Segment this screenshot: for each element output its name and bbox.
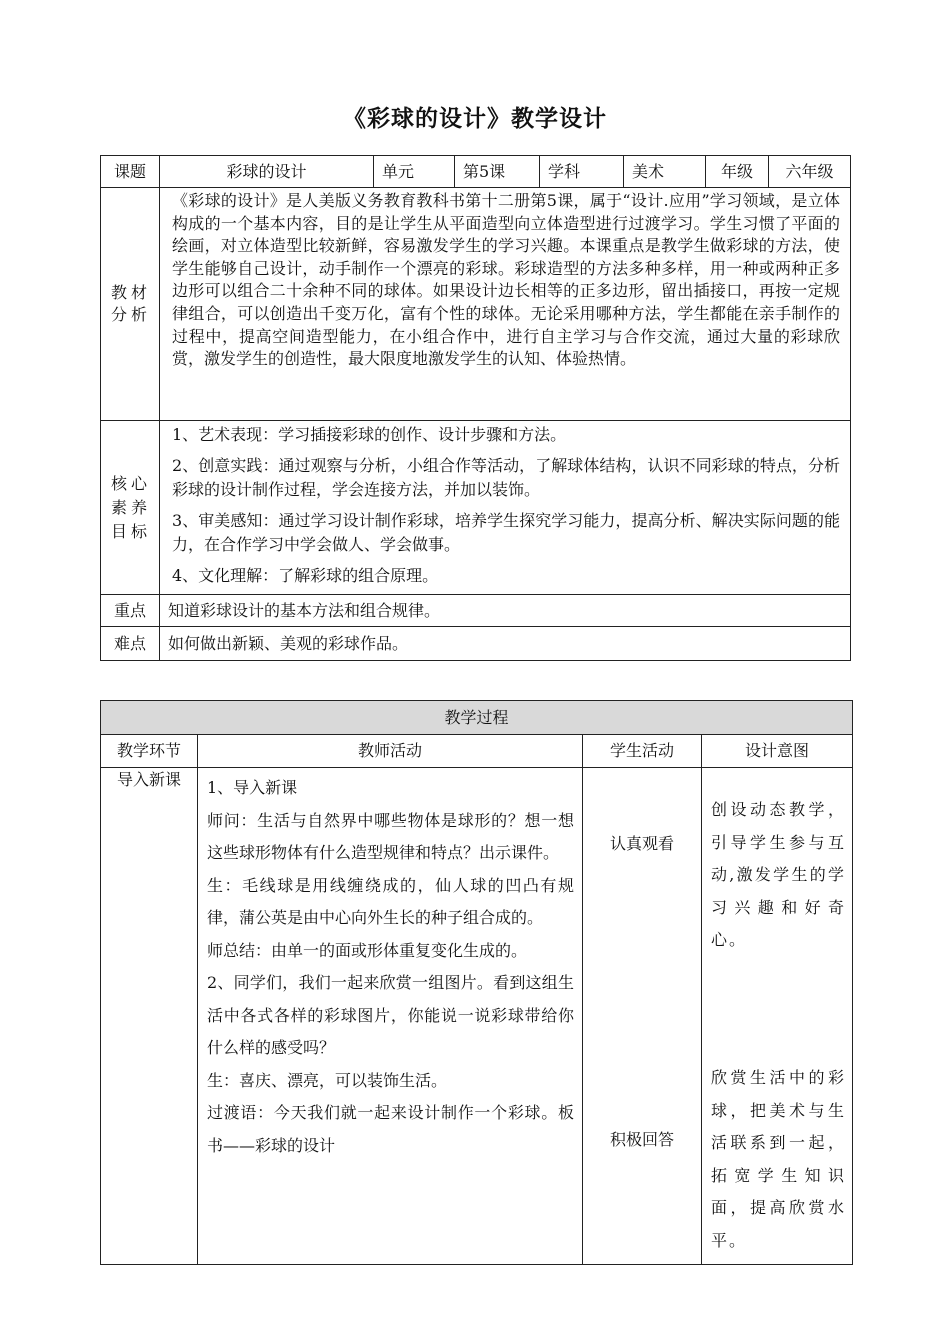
teacher-line: 师总结：由单一的面或形体重复变化生成的。 <box>207 940 528 960</box>
process-title: 教学过程 <box>101 701 853 735</box>
design-intent-1: 创设动态教学，引导学生参与互动,激发学生的学习兴趣和好奇心。 <box>711 800 847 949</box>
teacher-activity <box>198 768 583 1265</box>
difficulty-row <box>101 627 851 661</box>
page-title: 《彩球的设计》教学设计 <box>343 105 607 132</box>
analysis-text: 《彩球的设计》是人美版义务教育教科书第十二册第5课，属于“设计.应用”学习领域，是立体构成的一个基本内容，目的是让学生从平面造型向立体造型进行过渡学习。学生习惯了平面的绘画，对立体造型比较新鲜，容易激发学生的学习兴趣。本课重点是教学生做彩球的方法，使学生能够自己设计，动手制作一个漂亮的彩球。彩球造型的方法多种多样，用一种或两种正多边形可以组合二十余种不同的球体。如果设计边长相等的正多边形，留出插接口，再按一定规律组合，可以创造出千变万化，富有个性的球体。无论采用哪种方法，学生都能在亲手制作的过程中，提高空间造型能力，在小组合作中，进行自主学习与合作交流，通过大量的彩球欣赏，激发学生的创造性，最大限度地激发学生的认知、体验热情。 <box>160 188 851 421</box>
process-header-row <box>101 735 853 768</box>
teacher-line: 师问：生活与自然界中哪些物体是球形的？想一想这些球形物体有什么造型规律和特点？出示课件。 <box>207 810 574 862</box>
student-activity-2: 积极回答 <box>609 1130 674 1149</box>
column-header: 教学环节 <box>101 735 198 768</box>
course-info-table <box>100 155 851 661</box>
core-label: 核心素养目标 <box>101 421 160 595</box>
stage-cell: 导入新课 <box>101 768 198 1265</box>
process-title-row <box>101 701 853 735</box>
student-activity-1: 认真观看 <box>609 834 674 853</box>
teacher-line: 2、同学们，我们一起来欣赏一组图片。看到这组生活中各式各样的彩球图片，你能说一说彩球带给你什么样的感受吗？ <box>207 973 574 1057</box>
teacher-line: 生：喜庆、漂亮，可以装饰生活。 <box>207 1070 448 1090</box>
key-point-row <box>101 595 851 627</box>
grade-label: 年级 <box>706 156 769 188</box>
difficulty-label: 难点 <box>101 627 160 661</box>
topic-label: 课题 <box>101 156 160 188</box>
info-header-row <box>101 156 851 188</box>
core-goals <box>160 421 851 595</box>
student-activity <box>583 768 702 1265</box>
core-row <box>101 421 851 595</box>
column-header: 教师活动 <box>198 735 583 768</box>
column-header: 学生活动 <box>583 735 702 768</box>
key-text: 知道彩球设计的基本方法和组合规律。 <box>160 595 851 627</box>
analysis-row <box>101 188 851 421</box>
topic-value: 彩球的设计 <box>160 156 374 188</box>
key-label: 重点 <box>101 595 160 627</box>
teaching-process-table <box>100 700 853 1265</box>
design-intent-2: 欣赏生活中的彩球，把美术与生活联系到一起，拓宽学生知识面，提高欣赏水平。 <box>711 1068 847 1250</box>
teacher-line: 1、导入新课 <box>207 778 298 797</box>
teacher-line: 过渡语：今天我们就一起来设计制作一个彩球。板书——彩球的设计 <box>207 1103 574 1155</box>
unit-label: 单元 <box>374 156 455 188</box>
subject-label: 学科 <box>540 156 624 188</box>
core-item: 2、创意实践：通过观察与分析，小组合作等活动，了解球体结构，认识不同彩球的特点，分析彩球的设计制作过程，学会连接方法，并加以装饰。 <box>172 456 840 499</box>
process-row <box>101 768 853 1265</box>
subject-value: 美术 <box>624 156 706 188</box>
unit-value: 第5课 <box>455 156 540 188</box>
grade-value: 六年级 <box>769 156 851 188</box>
column-header: 设计意图 <box>702 735 853 768</box>
design-intent <box>702 768 853 1265</box>
teacher-line: 生：毛线球是用线缠绕成的，仙人球的凹凸有规律，蒲公英是由中心向外生长的种子组合成的。 <box>207 875 574 927</box>
analysis-label: 教材分析 <box>101 188 160 421</box>
core-item: 3、审美感知：通过学习设计制作彩球，培养学生探究学习能力，提高分析、解决实际问题的能力，在合作学习中学会做人、学会做事。 <box>172 511 840 554</box>
core-item: 4、文化理解：了解彩球的组合原理。 <box>172 566 439 585</box>
difficulty-text: 如何做出新颖、美观的彩球作品。 <box>160 627 851 661</box>
core-item: 1、艺术表现：学习插接彩球的创作、设计步骤和方法。 <box>172 425 567 444</box>
